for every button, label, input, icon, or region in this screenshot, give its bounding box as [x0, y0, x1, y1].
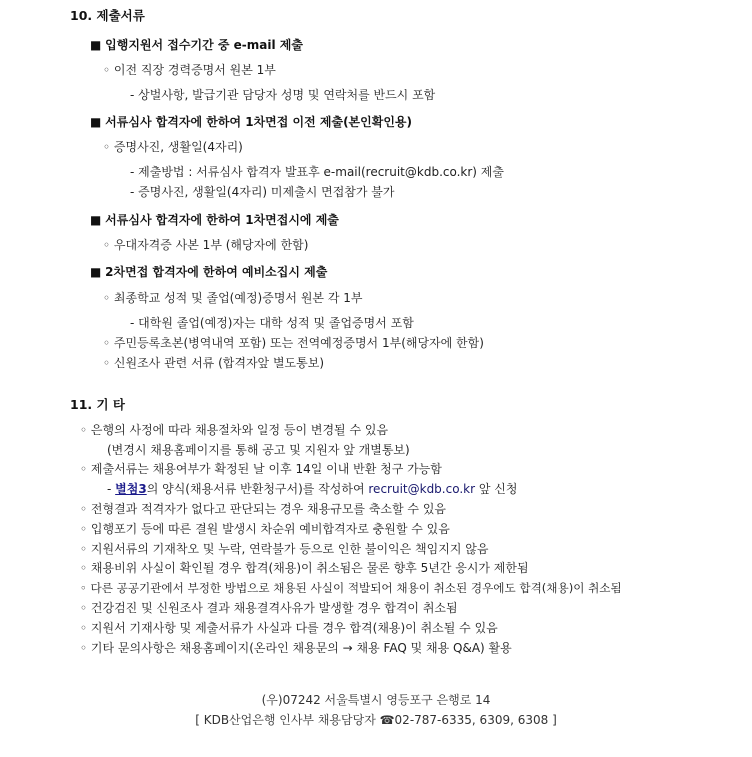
circle-bullet-icon: ◦ — [103, 238, 111, 252]
form-note-suffix: 앞 신청 — [475, 482, 518, 496]
list-item-text: 최종학교 성적 및 졸업(예정)증명서 원본 각 1부 — [113, 291, 363, 305]
footer-address: (우)07242 서울특별시 영등포구 은행로 14 — [261, 693, 491, 707]
list-item — [80, 461, 442, 477]
circle-bullet-icon: ◦ — [80, 581, 87, 595]
square-bullet-icon: ■ — [90, 265, 102, 279]
list-item-text: 주민등록초본(병역내역 포함) 또는 전역예정증명서 1부(해당자에 한함) — [113, 336, 484, 350]
list-item-text: 증명사진, 생활일(4자리) — [113, 140, 243, 154]
circle-bullet-icon: ◦ — [103, 63, 111, 77]
list-item-text: 지원서 기재사항 및 제출서류가 사실과 다를 경우 합격(채용)이 취소될 수 있음 — [90, 621, 498, 635]
section-11-title: 11. 기 타 — [70, 397, 125, 412]
circle-bullet-icon: ◦ — [80, 522, 88, 536]
group-2-heading — [90, 114, 412, 130]
square-bullet-icon: ■ — [90, 213, 102, 227]
note-text: - 대학원 졸업(예정)자는 대학 성적 및 졸업증명서 포함 — [130, 316, 414, 330]
circle-bullet-icon: ◦ — [80, 601, 88, 615]
square-bullet-icon: ■ — [90, 115, 102, 129]
square-bullet-icon: ■ — [90, 38, 102, 52]
list-item — [80, 600, 458, 616]
group-4-heading-text: 2차면접 합격자에 한하여 예비소집시 제출 — [105, 265, 328, 279]
attachment-3-link[interactable]: 별첨3 — [115, 482, 147, 496]
list-item — [103, 355, 324, 371]
list-item — [80, 640, 512, 656]
note-text: - 제출방법 : 서류심사 합격자 발표후 e-mail(recruit@kdb.co.kr) 제출 — [130, 165, 504, 179]
form-note-middle: 의 양식(채용서류 반환청구서)를 작성하여 — [146, 482, 369, 496]
list-item — [80, 620, 498, 636]
list-item-text: 전형결과 적격자가 없다고 판단되는 경우 채용규모를 축소할 수 있음 — [90, 502, 447, 516]
list-item — [103, 335, 484, 351]
circle-bullet-icon: ◦ — [103, 291, 111, 305]
note-text: - 상벌사항, 발급기관 담당자 성명 및 연락처를 반드시 포함 — [130, 88, 436, 102]
circle-bullet-icon: ◦ — [80, 641, 88, 655]
list-item — [80, 422, 388, 438]
list-item-text: 채용비위 사실이 확인될 경우 합격(채용)이 취소됨은 물론 향후 5년간 응시가 제한됨 — [90, 561, 529, 575]
list-item-text: 다른 공공기관에서 부정한 방법으로 채용된 사실이 적발되어 채용이 취소된 경우에도 합격(채용)이 취소됨 — [90, 581, 622, 595]
list-item — [80, 541, 488, 557]
footer-contact: [ KDB산업은행 인사부 채용담당자 ☎02-787-6335, 6309, 6308 ] — [195, 713, 557, 727]
list-item-text: 지원서류의 기재착오 및 누락, 연락불가 등으로 인한 불이익은 책임지지 않음 — [90, 542, 489, 556]
group-3-heading-text: 서류심사 합격자에 한하여 1차면접시에 제출 — [105, 213, 339, 227]
group-3-heading — [90, 212, 339, 228]
list-item-text: 입행포기 등에 따른 결원 발생시 차순위 예비합격자로 충원할 수 있음 — [90, 522, 450, 536]
list-item — [103, 290, 362, 306]
list-item — [80, 521, 450, 537]
list-item-text: 신원조사 관련 서류 (합격자앞 별도통보) — [113, 356, 325, 370]
note-text: - 증명사진, 생활일(4자리) 미제출시 면접참가 불가 — [130, 185, 395, 199]
list-item — [80, 501, 446, 517]
list-item-text: 우대자격증 사본 1부 (해당자에 한함) — [113, 238, 309, 252]
list-item-text: 이전 직장 경력증명서 원본 1부 — [113, 63, 276, 77]
group-2-heading-text: 서류심사 합격자에 한하여 1차면접 이전 제출(본인확인용) — [105, 115, 412, 129]
list-item — [80, 560, 529, 576]
list-item-text: 건강검진 및 신원조사 결과 채용결격사유가 발생할 경우 합격이 취소됨 — [90, 601, 458, 615]
form-note — [107, 481, 517, 497]
circle-bullet-icon: ◦ — [80, 621, 88, 635]
circle-bullet-icon: ◦ — [80, 462, 88, 476]
list-item-text: 기타 문의사항은 채용홈페이지(온라인 채용문의 → 채용 FAQ 및 채용 Q&A) 활용 — [90, 641, 512, 655]
circle-bullet-icon: ◦ — [80, 502, 88, 516]
section-10-title: 10. 제출서류 — [70, 8, 145, 23]
circle-bullet-icon: ◦ — [103, 336, 111, 350]
circle-bullet-icon: ◦ — [80, 561, 88, 575]
group-1-heading — [90, 37, 303, 53]
list-item — [103, 62, 276, 78]
form-note-prefix: - — [107, 482, 116, 496]
circle-bullet-icon: ◦ — [80, 542, 88, 556]
list-item — [103, 139, 243, 155]
list-item-continuation: (변경시 채용홈페이지를 통해 공고 및 지원자 앞 개별통보) — [107, 443, 410, 457]
list-item-text: 은행의 사정에 따라 채용절차와 일정 등이 변경될 수 있음 — [90, 423, 389, 437]
group-4-heading — [90, 264, 327, 280]
list-item — [80, 580, 622, 596]
recruit-email: recruit@kdb.co.kr — [368, 482, 476, 496]
circle-bullet-icon: ◦ — [80, 423, 88, 437]
list-item — [103, 237, 308, 253]
list-item-text: 제출서류는 채용여부가 확정된 날 이후 14일 이내 반환 청구 가능함 — [90, 462, 442, 476]
circle-bullet-icon: ◦ — [103, 356, 111, 370]
group-1-heading-text: 입행지원서 접수기간 중 e-mail 제출 — [105, 38, 303, 52]
circle-bullet-icon: ◦ — [103, 140, 111, 154]
